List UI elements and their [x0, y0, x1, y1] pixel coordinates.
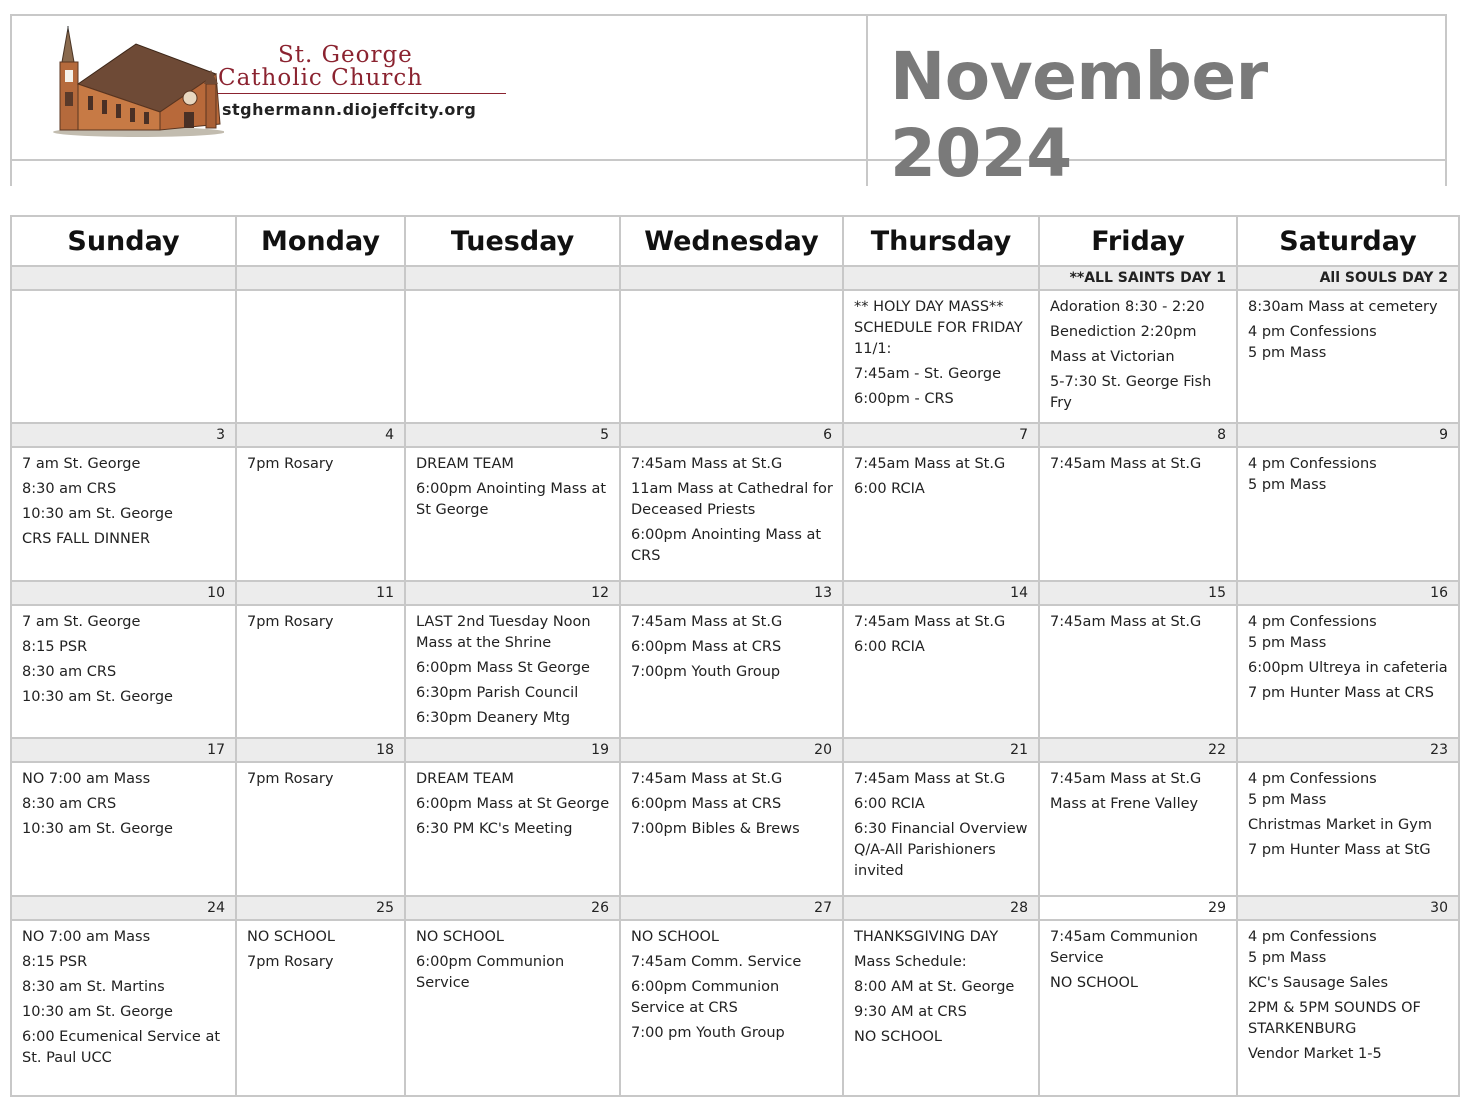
- calendar-event: NO SCHOOL: [416, 929, 505, 945]
- calendar-event: 6:00pm Communion Service at CRS: [631, 979, 780, 1016]
- day-number: 29: [1039, 896, 1237, 920]
- calendar-event: 7:45am Mass at St.G: [1050, 771, 1202, 787]
- calendar-event: NO 7:00 am Mass: [22, 771, 151, 787]
- day-number: 12: [405, 581, 620, 605]
- date-row: [11, 266, 1459, 290]
- day-number: 23: [1237, 738, 1459, 762]
- event-row: [11, 762, 1459, 896]
- day-number: 6: [620, 423, 843, 447]
- month-title: November 2024: [890, 38, 1268, 192]
- calendar-event: 6:00pm - CRS: [854, 391, 954, 407]
- calendar-event: 9:30 AM at CRS: [854, 1004, 967, 1020]
- calendar-grid: [10, 215, 1460, 1097]
- day-cell: [1039, 920, 1237, 1096]
- calendar-event: 7 am St. George: [22, 456, 141, 472]
- calendar-event: 4 pm Confessions 5 pm Mass: [1248, 456, 1377, 493]
- day-cell: [405, 447, 620, 581]
- calendar-event: 6:30 PM KC's Meeting: [416, 821, 573, 837]
- church-name-rule: [218, 93, 506, 94]
- day-cell: [405, 605, 620, 738]
- day-cell: [236, 605, 405, 738]
- date-row: [11, 581, 1459, 605]
- church-building-icon: [44, 26, 224, 138]
- calendar-event: 7pm Rosary: [247, 614, 334, 630]
- day-number: 17: [11, 738, 236, 762]
- day-number: 8: [1039, 423, 1237, 447]
- day-cell: [1237, 920, 1459, 1096]
- day-number: 26: [405, 896, 620, 920]
- calendar-event: NO 7:00 am Mass: [22, 929, 151, 945]
- day-cell: [11, 762, 236, 896]
- day-number: [11, 266, 236, 290]
- calendar-event: NO SCHOOL: [247, 929, 336, 945]
- day-cell: [620, 290, 843, 423]
- calendar-event: Benediction 2:20pm: [1050, 324, 1197, 340]
- day-cell: [11, 447, 236, 581]
- day-number: 28: [843, 896, 1039, 920]
- calendar-event: 7:45am Mass at St.G: [631, 614, 783, 630]
- calendar-event: 7:00 pm Youth Group: [631, 1025, 785, 1041]
- day-cell: [405, 290, 620, 423]
- event-row: [11, 290, 1459, 423]
- weekday-monday: Monday: [236, 216, 405, 266]
- calendar-event: 6:00pm Mass St George: [416, 660, 590, 676]
- calendar-event: 10:30 am St. George: [22, 506, 173, 522]
- calendar-event: 6:30pm Parish Council: [416, 685, 579, 701]
- day-cell: [620, 762, 843, 896]
- event-row: [11, 920, 1459, 1096]
- calendar-event: 4 pm Confessions 5 pm Mass: [1248, 771, 1377, 808]
- day-number: 21: [843, 738, 1039, 762]
- day-cell: [620, 605, 843, 738]
- calendar-event: 4 pm Confessions 5 pm Mass: [1248, 929, 1377, 966]
- calendar-event: 4 pm Confessions 5 pm Mass: [1248, 324, 1377, 361]
- calendar-event: 10:30 am St. George: [22, 1004, 173, 1020]
- calendar-event: LAST 2nd Tuesday Noon Mass at the Shrine: [416, 614, 591, 651]
- day-cell: [405, 762, 620, 896]
- calendar-event: 7:45am - St. George: [854, 366, 1001, 382]
- church-website: stghermann.diojeffcity.org: [222, 100, 477, 119]
- day-number: 22: [1039, 738, 1237, 762]
- calendar-event: Vendor Market 1-5: [1248, 1046, 1382, 1062]
- day-cell: [405, 920, 620, 1096]
- day-number: 10: [11, 581, 236, 605]
- church-name-line2: Catholic Church: [218, 65, 424, 91]
- weekday-thursday: Thursday: [843, 216, 1039, 266]
- event-row: [11, 447, 1459, 581]
- calendar-event: 6:00 Ecumenical Service at St. Paul UCC: [22, 1029, 221, 1066]
- calendar-event: NO SCHOOL: [1050, 975, 1139, 991]
- calendar-event: 8:30 am CRS: [22, 796, 117, 812]
- day-cell: [620, 920, 843, 1096]
- calendar-event: 7:45am Mass at St.G: [631, 456, 783, 472]
- day-number: 13: [620, 581, 843, 605]
- calendar-event: 7:45am Mass at St.G: [631, 771, 783, 787]
- calendar-event: Adoration 8:30 - 2:20: [1050, 299, 1205, 315]
- day-cell: [843, 447, 1039, 581]
- day-cell: [843, 605, 1039, 738]
- calendar-event: 7 pm Hunter Mass at StG: [1248, 842, 1431, 858]
- date-row: [11, 896, 1459, 920]
- calendar-event: 8:15 PSR: [22, 954, 88, 970]
- day-number: All SOULS DAY 2: [1237, 266, 1459, 290]
- day-number: 18: [236, 738, 405, 762]
- day-number: 15: [1039, 581, 1237, 605]
- header-divider: [866, 14, 868, 186]
- weekday-friday: Friday: [1039, 216, 1237, 266]
- day-cell: [236, 762, 405, 896]
- calendar-event: NO SCHOOL: [854, 1029, 943, 1045]
- calendar-event: 6:00pm Ultreya in cafeteria: [1248, 660, 1448, 676]
- calendar-event: 7 am St. George: [22, 614, 141, 630]
- day-number: [405, 266, 620, 290]
- calendar-event: 6:00 RCIA: [854, 481, 925, 497]
- day-number: 25: [236, 896, 405, 920]
- day-cell: [620, 447, 843, 581]
- calendar-event: 8:30am Mass at cemetery: [1248, 299, 1438, 315]
- day-cell: [1237, 447, 1459, 581]
- day-number: 4: [236, 423, 405, 447]
- calendar-event: ** HOLY DAY MASS** SCHEDULE FOR FRIDAY 11/1:: [854, 299, 1023, 357]
- church-name-line1: St. George: [278, 42, 413, 68]
- calendar-event: 7 pm Hunter Mass at CRS: [1248, 685, 1434, 701]
- calendar-event: DREAM TEAM: [416, 771, 514, 787]
- calendar-event: 7:45am Communion Service: [1050, 929, 1198, 966]
- day-number: 24: [11, 896, 236, 920]
- weekday-tuesday: Tuesday: [405, 216, 620, 266]
- calendar-event: 6:00pm Mass at CRS: [631, 639, 782, 655]
- calendar-event: 2PM & 5PM SOUNDS OF STARKENBURG: [1248, 1000, 1421, 1037]
- day-cell: [1237, 290, 1459, 423]
- weekday-header-row: [11, 216, 1459, 266]
- calendar-event: CRS FALL DINNER: [22, 531, 151, 547]
- calendar-event: 6:00pm Mass at CRS: [631, 796, 782, 812]
- day-cell: [1237, 605, 1459, 738]
- day-cell: [843, 920, 1039, 1096]
- day-cell: [11, 605, 236, 738]
- day-number: **ALL SAINTS DAY 1: [1039, 266, 1237, 290]
- calendar-event: 7:45am Comm. Service: [631, 954, 802, 970]
- date-row: [11, 738, 1459, 762]
- calendar-event: 7:45am Mass at St.G: [854, 456, 1006, 472]
- calendar-event: THANKSGIVING DAY: [854, 929, 999, 945]
- calendar-event: 8:30 am CRS: [22, 481, 117, 497]
- day-cell: [236, 447, 405, 581]
- day-cell: [1039, 447, 1237, 581]
- calendar-header: [10, 14, 1447, 192]
- calendar-event: 6:30 Financial Overview Q/A-All Parishioners invited: [854, 821, 1028, 879]
- calendar-event: 4 pm Confessions 5 pm Mass: [1248, 614, 1377, 651]
- day-number: [236, 266, 405, 290]
- day-number: 5: [405, 423, 620, 447]
- calendar-event: 10:30 am St. George: [22, 689, 173, 705]
- calendar-event: Mass Schedule:: [854, 954, 967, 970]
- calendar-event: 8:15 PSR: [22, 639, 88, 655]
- header-border-left: [10, 14, 12, 186]
- calendar-event: 7pm Rosary: [247, 954, 334, 970]
- day-number: 9: [1237, 423, 1459, 447]
- day-number: [843, 266, 1039, 290]
- calendar-event: 6:00 RCIA: [854, 639, 925, 655]
- day-cell: [843, 762, 1039, 896]
- calendar-event: 7:00pm Youth Group: [631, 664, 781, 680]
- day-cell: [236, 290, 405, 423]
- day-number: 11: [236, 581, 405, 605]
- calendar-event: 6:00pm Mass at St George: [416, 796, 610, 812]
- calendar-event: 7:45am Mass at St.G: [1050, 614, 1202, 630]
- calendar-body: [11, 266, 1459, 1096]
- day-cell: [236, 920, 405, 1096]
- date-row: [11, 423, 1459, 447]
- day-number: 3: [11, 423, 236, 447]
- calendar-event: Mass at Frene Valley: [1050, 796, 1199, 812]
- header-border-top: [10, 14, 1447, 16]
- calendar-event: 5-7:30 St. George Fish Fry: [1050, 374, 1212, 411]
- day-cell: [11, 920, 236, 1096]
- weekday-wednesday: Wednesday: [620, 216, 843, 266]
- calendar-event: DREAM TEAM: [416, 456, 514, 472]
- day-number: [620, 266, 843, 290]
- weekday-saturday: Saturday: [1237, 216, 1459, 266]
- calendar-event: 6:00 RCIA: [854, 796, 925, 812]
- calendar-event: 6:00pm Anointing Mass at CRS: [631, 527, 822, 564]
- weekday-sunday: Sunday: [11, 216, 236, 266]
- day-number: 20: [620, 738, 843, 762]
- day-number: 7: [843, 423, 1039, 447]
- day-number: 14: [843, 581, 1039, 605]
- calendar-event: 7:00pm Bibles & Brews: [631, 821, 800, 837]
- calendar-event: Christmas Market in Gym: [1248, 817, 1432, 833]
- calendar-event: Mass at Victorian: [1050, 349, 1175, 365]
- day-cell: [1039, 762, 1237, 896]
- calendar-event: 7:45am Mass at St.G: [854, 771, 1006, 787]
- calendar-event: 6:00pm Communion Service: [416, 954, 565, 991]
- calendar-event: 7:45am Mass at St.G: [1050, 456, 1202, 472]
- day-number: 19: [405, 738, 620, 762]
- calendar-event: 6:00pm Anointing Mass at St George: [416, 481, 607, 518]
- day-cell: [1039, 290, 1237, 423]
- day-cell: [1237, 762, 1459, 896]
- calendar-event: 6:30pm Deanery Mtg: [416, 710, 571, 726]
- day-number: 30: [1237, 896, 1459, 920]
- day-number: 27: [620, 896, 843, 920]
- day-cell: [843, 290, 1039, 423]
- day-cell: [11, 290, 236, 423]
- calendar-event: 8:30 am St. Martins: [22, 979, 165, 995]
- calendar-event: 7:45am Mass at St.G: [854, 614, 1006, 630]
- event-row: [11, 605, 1459, 738]
- calendar-event: NO SCHOOL: [631, 929, 720, 945]
- day-cell: [1039, 605, 1237, 738]
- calendar-event: 11am Mass at Cathedral for Deceased Priests: [631, 481, 833, 518]
- day-number: 16: [1237, 581, 1459, 605]
- calendar-event: 7pm Rosary: [247, 456, 334, 472]
- calendar-event: 10:30 am St. George: [22, 821, 173, 837]
- calendar-event: 8:30 am CRS: [22, 664, 117, 680]
- calendar-event: 8:00 AM at St. George: [854, 979, 1015, 995]
- calendar-event: 7pm Rosary: [247, 771, 334, 787]
- calendar-event: KC's Sausage Sales: [1248, 975, 1389, 991]
